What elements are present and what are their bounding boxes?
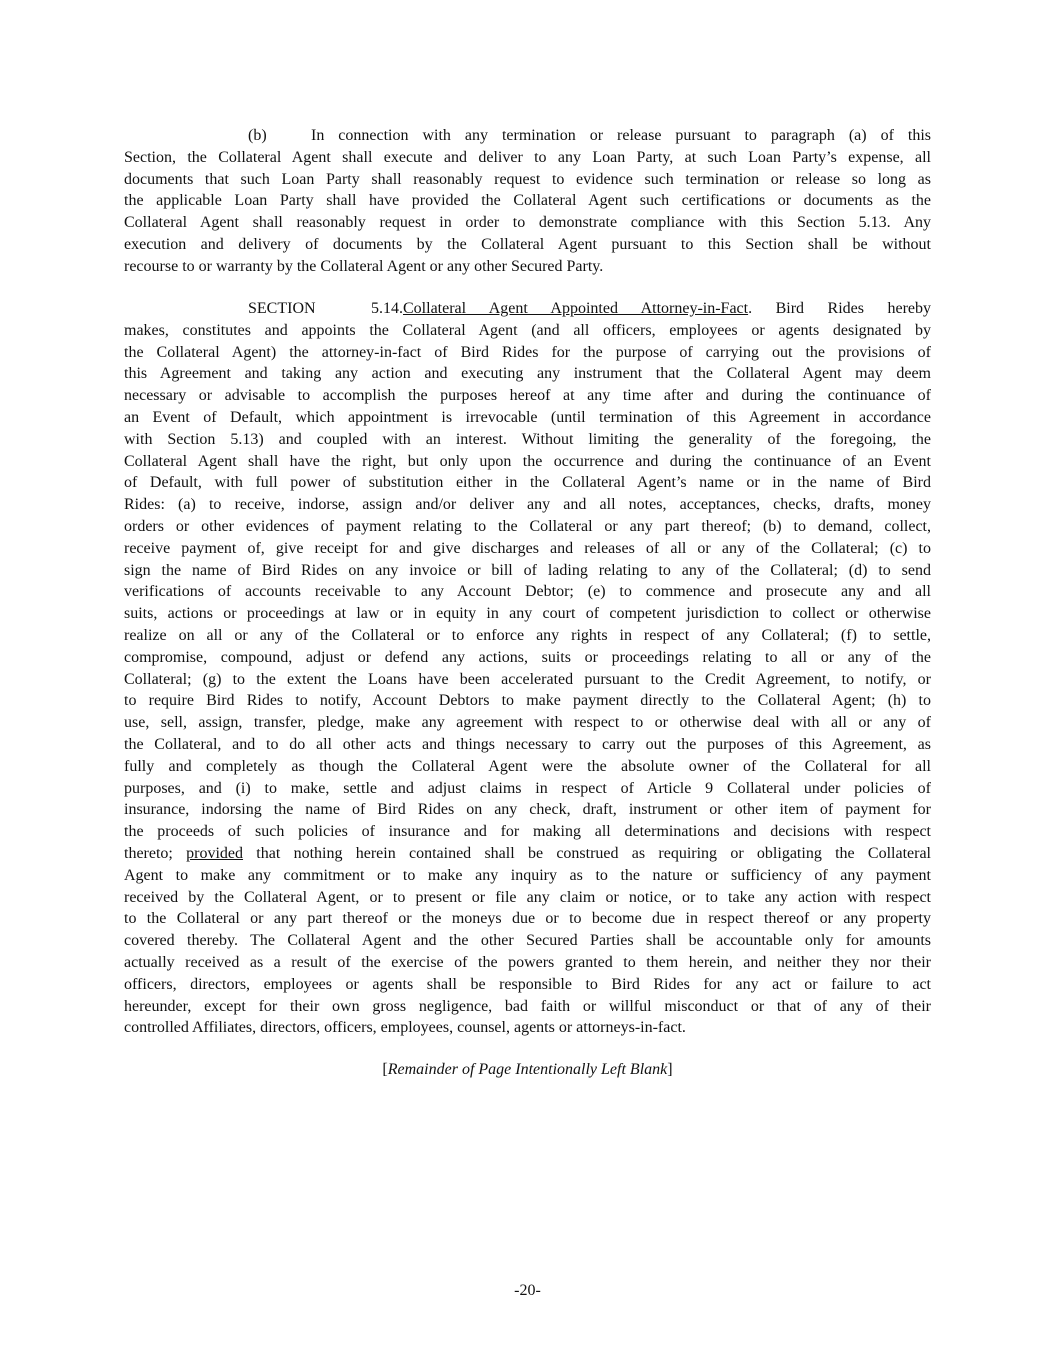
text-line: insurance, indorsing the name of Bird Rides on any check, draft, instrument or other item of payment for bbox=[124, 801, 931, 819]
text-line: covered thereby. The Collateral Agent and the other Secured Parties shall be accountable only for amounts bbox=[124, 932, 931, 950]
paragraph-text: In connection with any termination or release pursuant to paragraph (a) of this bbox=[311, 127, 931, 144]
section-heading: Collateral Agent Appointed Attorney-in-Fact bbox=[403, 300, 749, 317]
text-line: use, sell, assign, transfer, pledge, make any agreement with respect to or otherwise deal with all or any of bbox=[124, 714, 931, 732]
text-line: suits, actions or proceedings at law or in equity in any court of competent jurisdiction to collect or otherwise bbox=[124, 605, 931, 623]
paragraph-label: (b) bbox=[248, 127, 267, 144]
paragraph-b bbox=[124, 125, 931, 278]
text-segment: thereto; bbox=[124, 844, 187, 862]
section-number: SECTION 5.14. bbox=[248, 300, 403, 317]
text-line: receive payment of, give receipt for and give discharges and releases of all or any of the Collateral; (c) to bbox=[124, 539, 931, 557]
section-first-line bbox=[124, 298, 931, 320]
text-line: the proceeds of such policies of insurance and for making all determinations and decisions with respect bbox=[124, 823, 931, 841]
remainder-note bbox=[0, 1061, 1055, 1079]
text-line: documents that such Loan Party shall reasonably request to evidence such termination or release so long as bbox=[124, 170, 931, 188]
text-line: to the Collateral or any part thereof or the moneys due or to become due in respect thereof or any property bbox=[124, 910, 931, 928]
text-line: actually received as a result of the exercise of the powers granted to them herein, and neither they nor their bbox=[124, 953, 931, 971]
bracket: ] bbox=[667, 1061, 673, 1078]
text-line: of Default, with full power of substitution either in the Collateral Agent’s name or in the name of Bird bbox=[124, 474, 931, 492]
paragraph-first-line bbox=[124, 125, 931, 147]
text-line: to require Bird Rides to notify, Account Debtors to make payment directly to the Collateral Agent; (h) to bbox=[124, 692, 931, 710]
text-line: Collateral Agent shall have the right, but only upon the occurrence and during the continuance of an Event bbox=[124, 452, 931, 470]
text-line bbox=[124, 843, 931, 865]
text-line: purposes, and (i) to make, settle and adjust claims in respect of Article 9 Collateral under policies of bbox=[124, 779, 931, 797]
section-heading-line bbox=[403, 298, 931, 320]
section-text: . Bird Rides hereby bbox=[748, 300, 932, 317]
text-line: received by the Collateral Agent, or to present or file any claim or notice, or to take any action with respect bbox=[124, 888, 931, 906]
text-line: fully and completely as though the Collateral Agent were the absolute owner of the Collateral for all bbox=[124, 757, 931, 775]
text-line: necessary or advisable to accomplish the purposes hereof at any time after and during the continuance of bbox=[124, 387, 931, 405]
text-line: an Event of Default, which appointment is irrevocable (until termination of this Agreement in accordance bbox=[124, 408, 931, 426]
text-segment: that nothing herein contained shall be construed as requiring or obligating the Collateral bbox=[243, 844, 931, 862]
text-line: the Collateral, and to do all other acts and things necessary to carry out the purposes of this Agreement, as bbox=[124, 735, 931, 753]
text-line: Agent to make any commitment or to make any inquiry as to the nature or sufficiency of any payment bbox=[124, 866, 931, 884]
text-line: realize on all or any of the Collateral or to enforce any rights in respect of any Collateral; (f) to settle, bbox=[124, 626, 931, 644]
text-line: recourse to or warranty by the Collateral Agent or any other Secured Party. bbox=[124, 257, 604, 275]
text-line: Rides: (a) to receive, indorse, assign and/or deliver any and all notes, acceptances, checks, drafts, money bbox=[124, 496, 931, 514]
text-line: the applicable Loan Party shall have provided the Collateral Agent such certifications or documents as the bbox=[124, 192, 931, 210]
text-line: orders or other evidences of payment relating to the Collateral or any part thereof; (b) to demand, collect, bbox=[124, 517, 931, 535]
text-line: controlled Affiliates, directors, officers, employees, counsel, agents or attorneys-in-fact. bbox=[124, 1019, 686, 1037]
text-line: with Section 5.13) and coupled with an interest. Without limiting the generality of the foregoing, the bbox=[124, 430, 931, 448]
text-line: Collateral; (g) to the extent the Loans have been accelerated pursuant to the Credit Agreement, to notify, or bbox=[124, 670, 931, 688]
text-line: the Collateral Agent) the attorney-in-fact of Bird Rides for the purpose of carrying out the provisions of bbox=[124, 343, 931, 361]
bracket: [ bbox=[382, 1061, 388, 1078]
text-line: makes, constitutes and appoints the Collateral Agent (and all officers, employees or agents designated by bbox=[124, 321, 931, 339]
text-line: verifications of accounts receivable to any Account Debtor; (e) to commence and prosecute any and all bbox=[124, 583, 931, 601]
section-5-14 bbox=[124, 298, 931, 1039]
text-line: compromise, compound, adjust or defend any actions, suits or proceedings relating to all or any of the bbox=[124, 648, 931, 666]
text-line: sign the name of Bird Rides on any invoice or bill of lading relating to any of the Collateral; (d) to send bbox=[124, 561, 931, 579]
text-line: Section, the Collateral Agent shall execute and deliver to any Loan Party, at such Loan Party’s expense, all bbox=[124, 148, 931, 166]
underlined-term: provided bbox=[186, 844, 244, 862]
text-line: hereunder, except for their own gross negligence, bad faith or willful misconduct or that of any of their bbox=[124, 997, 931, 1015]
text-line: execution and delivery of documents by the Collateral Agent pursuant to this Section shall be without bbox=[124, 235, 931, 253]
text-line: this Agreement and taking any action and executing any instrument that the Collateral Agent may deem bbox=[124, 365, 931, 383]
text-line: officers, directors, employees or agents shall be responsible to Bird Rides for any act or failure to act bbox=[124, 975, 931, 993]
text-line: Collateral Agent shall reasonably request in order to demonstrate compliance with this Section 5.13. Any bbox=[124, 214, 931, 232]
page-number: -20- bbox=[514, 1282, 541, 1299]
remainder-text: Remainder of Page Intentionally Left Blank bbox=[387, 1061, 668, 1078]
